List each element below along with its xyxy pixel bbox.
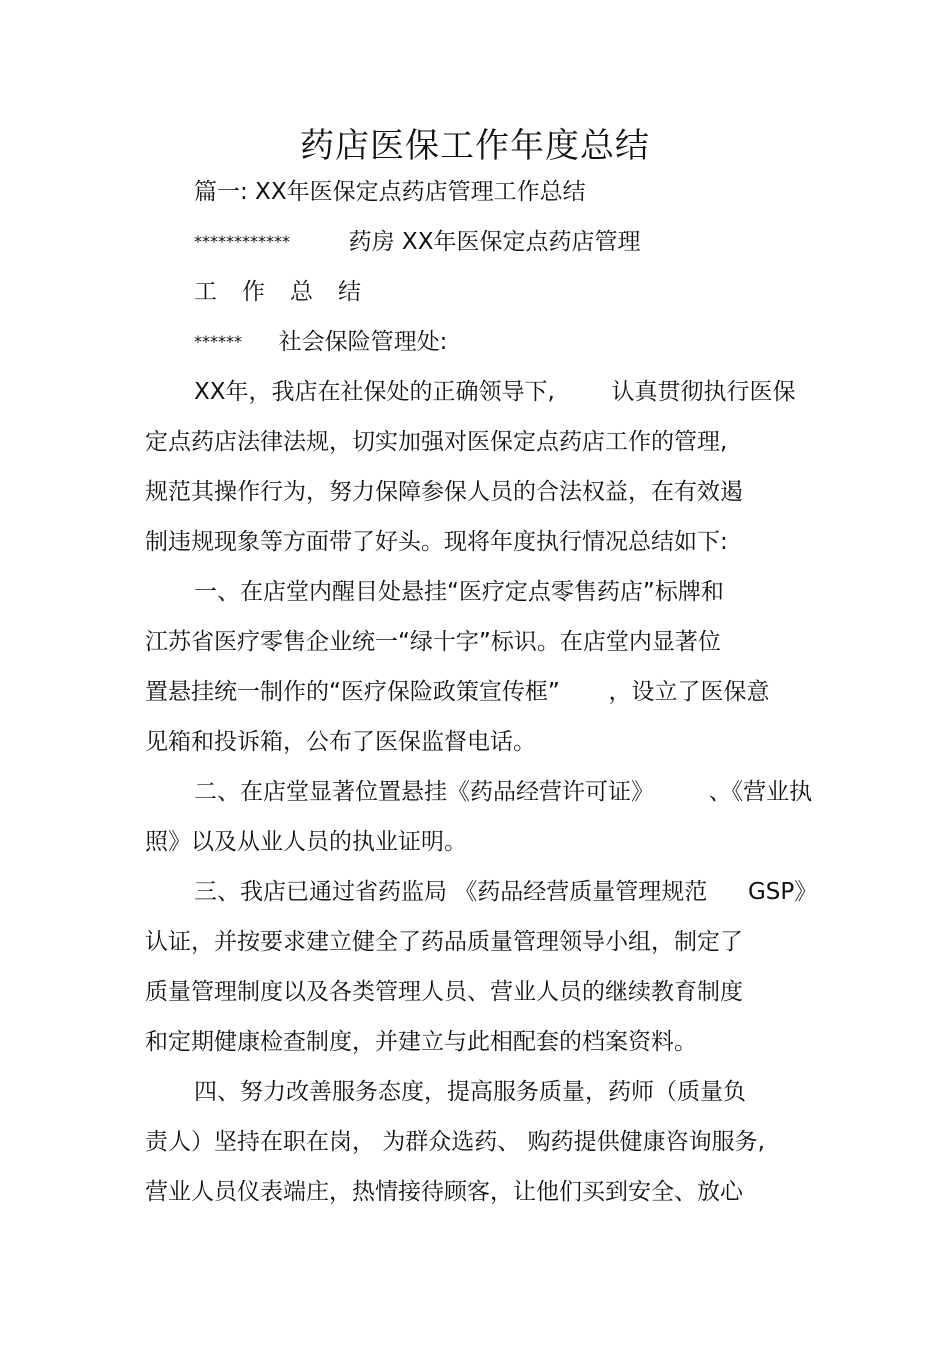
paragraph-1-line-1 (194, 376, 795, 408)
paragraph-4-line-4: 和定期健康检查制度，并建立与此相配套的档案资料。 (145, 1029, 697, 1055)
redacted-org-stars: ****** (194, 332, 242, 351)
paragraph-4-line-1-part-a: 三、我店已通过省药监局 《药品经营质量管理规范 (194, 879, 708, 905)
redacted-name-stars: ************ (194, 232, 290, 251)
paragraph-4-line-3: 质量管理制度以及各类管理人员、营业人员的继续教育制度 (145, 979, 743, 1005)
document-title: 药店医保工作年度总结 (300, 126, 650, 166)
paragraph-4-line-2: 认证，并按要求建立健全了药品质量管理领导小组，制定了 (145, 929, 743, 955)
paragraph-3-line-1-part-a: 二、在店堂显著位置悬挂《药品经营许可证》 (194, 779, 654, 805)
paragraph-1-line-1-part-a: XX年，我店在社保处的正确领导下, (194, 379, 555, 405)
paragraph-5-line-1: 四、努力改善服务态度，提高服务质量，药师（质量负 (194, 1079, 746, 1105)
paragraph-2-line-2: 江苏省医疗零售企业统一“绿十字”标识。在店堂内显著位 (145, 629, 721, 655)
paragraph-1-line-3: 规范其操作行为，努力保障参保人员的合法权益，在有效遏 (145, 479, 743, 505)
article-heading: 篇一: XX年医保定点药店管理工作总结 (194, 179, 586, 205)
addressee-line (194, 326, 447, 358)
paragraph-4-line-1 (194, 876, 817, 908)
paragraph-1-line-4: 制违规现象等方面带了好头。现将年度执行情况总结如下: (145, 529, 728, 555)
paragraph-2-line-3-part-a: 置悬挂统一制作的“医疗保险政策宣传框” (145, 679, 560, 705)
paragraph-2-line-3-part-b: ，设立了医保意 (608, 679, 770, 705)
paragraph-3-line-1 (194, 776, 812, 808)
paragraph-5-line-2: 责人）坚持在职在岗， 为群众选药、 购药提供健康咨询服务, (145, 1129, 765, 1155)
paragraph-1-line-2: 定点药店法律法规，切实加强对医保定点药店工作的管理, (145, 429, 728, 455)
paragraph-5-line-3: 营业人员仪表端庄，热情接待顾客，让他们买到安全、放心 (145, 1179, 743, 1205)
header-line-2: 工作总结 (194, 279, 386, 305)
header-line-1 (194, 226, 640, 258)
paragraph-1-line-1-part-b: 认真贯彻执行医保 (611, 379, 796, 405)
header-line-1-text: 药房 XX年医保定点药店管理 (348, 229, 641, 255)
paragraph-3-line-2: 照》以及从业人员的执业证明。 (145, 829, 467, 855)
paragraph-2-line-1: 一、在店堂内醒目处悬挂“医疗定点零售药店”标牌和 (194, 579, 724, 605)
paragraph-4-line-1-part-b: GSP》 (747, 879, 818, 905)
paragraph-2-line-3 (145, 676, 769, 708)
paragraph-2-line-4: 见箱和投诉箱，公布了医保监督电话。 (145, 729, 536, 755)
addressee-text: 社会保险管理处: (278, 329, 448, 355)
paragraph-3-line-1-part-b: 、《营业执 (708, 779, 813, 805)
